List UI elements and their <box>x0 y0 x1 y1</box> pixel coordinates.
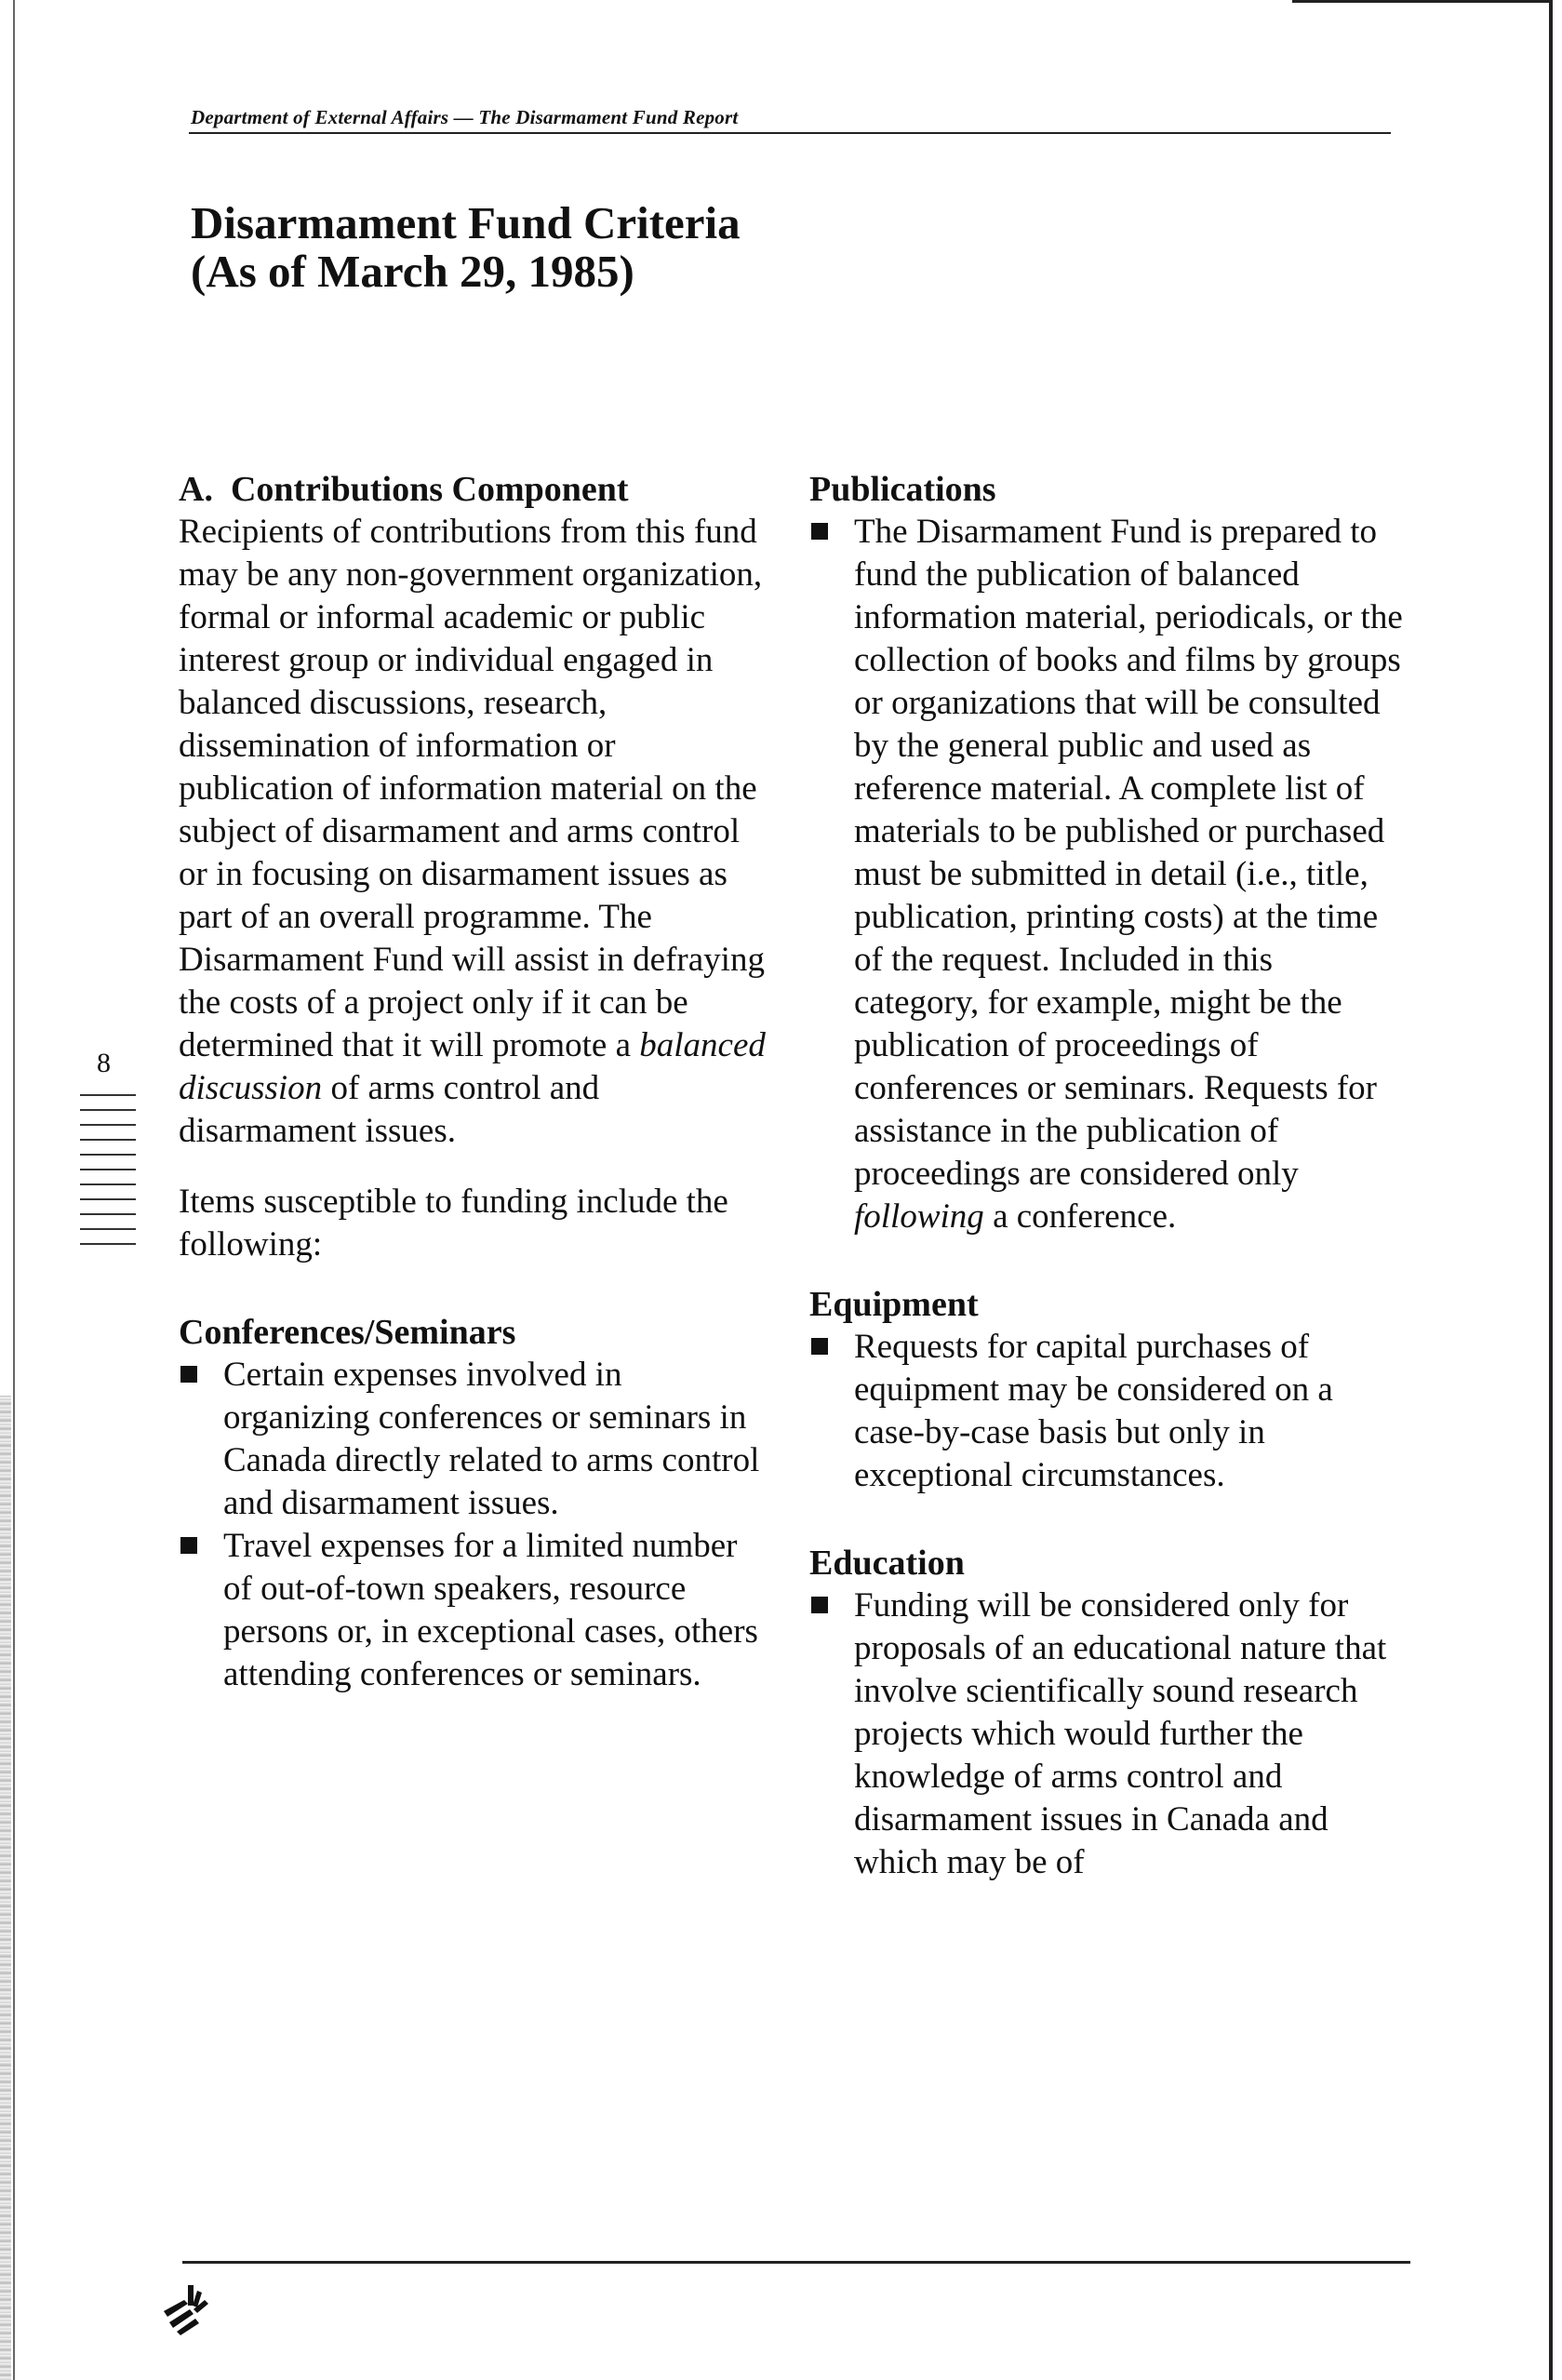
department-logo-icon <box>156 2280 214 2337</box>
equipment-heading: Equipment <box>809 1285 979 1324</box>
list-item <box>809 1584 1405 1884</box>
square-bullet-icon <box>811 1338 828 1355</box>
page-title <box>191 199 741 296</box>
page-edge-left <box>13 0 15 2380</box>
list-item <box>809 511 1405 1238</box>
margin-rule <box>80 1183 136 1185</box>
page-number: 8 <box>97 1048 111 1078</box>
header-rule <box>189 132 1391 134</box>
publications-heading: Publications <box>809 470 996 509</box>
conferences-heading: Conferences/Seminars <box>179 1313 516 1352</box>
margin-rule <box>80 1243 136 1245</box>
scan-edge-noise <box>0 1396 11 2380</box>
margin-rule <box>80 1213 136 1215</box>
list-item <box>809 1326 1405 1497</box>
list-item <box>179 1525 774 1696</box>
margin-rule <box>80 1154 136 1156</box>
right-column <box>809 468 1405 1884</box>
contributions-heading: A. Contributions Component <box>179 470 629 509</box>
publications-text-2: a conference. <box>983 1197 1177 1236</box>
square-bullet-icon <box>811 523 828 540</box>
education-heading: Education <box>809 1544 965 1583</box>
contributions-intro <box>179 511 774 1153</box>
page-title-line-1: Disarmament Fund Criteria <box>191 197 741 248</box>
square-bullet-icon <box>180 1537 197 1554</box>
page-edge-top <box>1292 0 1553 3</box>
margin-rule <box>80 1124 136 1126</box>
list-item-text: Funding will be considered only for proposals of an educational nature that involve scientifically sound research projects which would further the knowledge of arms control and disarmament issues in Canada and which may be of <box>854 1586 1387 1881</box>
list-item-text: Certain expenses involved in organizing conferences or seminars in Canada directly related to arms control and disarmament issues. <box>223 1356 760 1522</box>
square-bullet-icon <box>811 1597 828 1613</box>
left-column <box>179 468 774 1696</box>
page-title-line-2: (As of March 29, 1985) <box>191 246 634 297</box>
margin-rule <box>80 1139 136 1141</box>
margin-rule <box>80 1109 136 1111</box>
footer-rule <box>182 2261 1410 2264</box>
list-item-text: Travel expenses for a limited number of out-of-town speakers, resource persons or, in exceptional cases, others attending conferences or seminars. <box>223 1527 758 1693</box>
running-head: Department of External Affairs — The Disarmament Fund Report <box>191 106 739 128</box>
intro-text-2: of arms control and disarmament issues. <box>179 1069 600 1150</box>
margin-rule <box>80 1198 136 1200</box>
page-edge-right <box>1549 0 1553 2380</box>
publications-text-1: The Disarmament Fund is prepared to fund the publication of balanced information material, periodicals, or the collection of books and films by groups or organizations that will be consulted by the general public and used as reference material. A complete list of materials to be published or purchased must be submitted in detail (i.e., title, publication, printing costs) at the time of the request. Included in this category, for example, might be the publication of proceedings of conferences or seminars. Requests for assistance in the publication of proceedings are considered only <box>854 513 1403 1193</box>
intro-emphasis: balanced discussion <box>179 1026 766 1107</box>
list-item <box>179 1354 774 1525</box>
margin-rule <box>80 1169 136 1170</box>
margin-rule <box>80 1228 136 1230</box>
square-bullet-icon <box>180 1366 197 1383</box>
margin-rule <box>80 1094 136 1096</box>
list-item-text: Requests for capital purchases of equipment may be considered on a case-by-case basis but only in exceptional circumstances. <box>854 1328 1333 1494</box>
items-intro: Items susceptible to funding include the following: <box>179 1183 728 1264</box>
publications-emphasis: following <box>854 1197 984 1236</box>
intro-text-1: Recipients of contributions from this fund may be any non-government organization, formal or informal academic or public interest group or individual engaged in balanced discussions, research, dissemination of information or publication of information material on the subject of disarmament and arms control or in focusing on disarmament issues as part of an overall programme. The Disarmament Fund will assist in defraying the costs of a project only if it can be determined that it will promote a <box>179 513 765 1064</box>
